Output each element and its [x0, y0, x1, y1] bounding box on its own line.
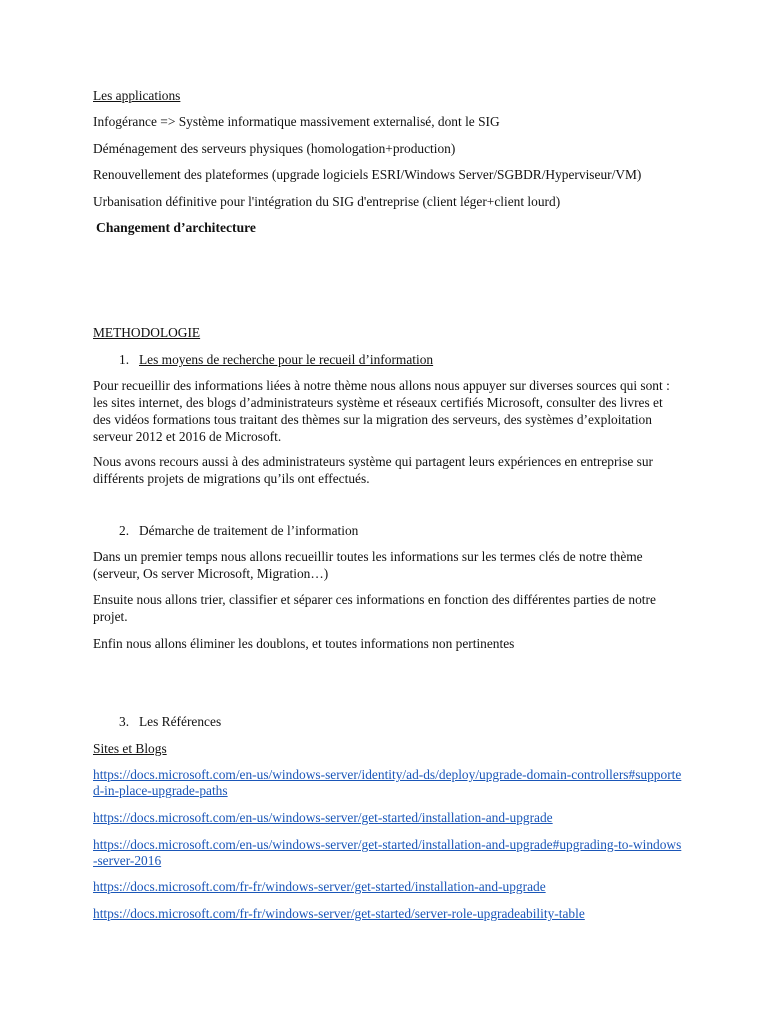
- application-item: Urbanisation définitive pour l'intégration du SIG d'entreprise (client léger+client lourd): [93, 194, 561, 209]
- reference-link-item: [93, 767, 683, 799]
- reference-link[interactable]: https://docs.microsoft.com/en-us/windows-server/identity/ad-ds/deploy/upgrade-domain-controllers#supported-in-place-upgrade-paths: [93, 767, 682, 798]
- reference-link-item: [93, 879, 683, 895]
- section-1-title: Les moyens de recherche pour le recueil d’information: [139, 352, 434, 367]
- methodologie-heading: METHODOLOGIE: [93, 325, 201, 340]
- reference-link-item: [93, 837, 683, 869]
- section-3-number: 3.: [119, 714, 130, 729]
- application-item: Renouvellement des plateformes (upgrade logiciels ESRI/Windows Server/SGBDR/Hyperviseur/VM): [93, 167, 642, 182]
- applications-heading: Les applications: [93, 88, 181, 103]
- reference-link-item: [93, 906, 683, 922]
- section-3-title-row: [93, 713, 221, 730]
- section-1-paragraph: Nous avons recours aussi à des administrateurs système qui partagent leurs expériences en entreprise sur différents projets de migrations qu’ils ont effectués.: [93, 454, 654, 486]
- reference-link[interactable]: https://docs.microsoft.com/en-us/windows-server/get-started/installation-and-upgrade#upgrading-to-windows-server-2016: [93, 837, 682, 868]
- reference-link-item: [93, 810, 683, 826]
- section-1-paragraph: Pour recueillir des informations liées à notre thème nous allons nous appuyer sur diverses sources qui sont : les sites internet, des blogs d’administrateurs système et réseaux certifiés Microsoft, consulter des livres et des vidéos formations tous traitant des thèmes sur la migration des serveurs, des systèmes d’exploitation serveur 2012 et 2016 de Microsoft.: [93, 378, 670, 444]
- architecture-subheading: Changement d’architecture: [96, 220, 256, 235]
- section-2-title-row: [93, 522, 358, 539]
- reference-link[interactable]: https://docs.microsoft.com/fr-fr/windows-server/get-started/installation-and-upgrade: [93, 879, 546, 894]
- reference-link[interactable]: https://docs.microsoft.com/fr-fr/windows-server/get-started/server-role-upgradeability-table: [93, 906, 585, 921]
- section-2-number: 2.: [119, 523, 130, 538]
- section-3-title: Les Références: [139, 714, 222, 729]
- section-1-number: 1.: [119, 352, 130, 367]
- section-1-title-row: [93, 351, 433, 368]
- section-2-paragraph: Dans un premier temps nous allons recueillir toutes les informations sur les termes clés de notre thème (serveur, Os server Microsoft, Migration…): [93, 549, 643, 581]
- section-2-paragraph: Enfin nous allons éliminer les doublons, et toutes informations non pertinentes: [93, 636, 515, 651]
- sites-blogs-heading: Sites et Blogs: [93, 741, 167, 756]
- reference-link[interactable]: https://docs.microsoft.com/en-us/windows-server/get-started/installation-and-upgrade: [93, 810, 553, 825]
- section-2-title: Démarche de traitement de l’information: [139, 523, 359, 538]
- application-item: Infogérance => Système informatique massivement externalisé, dont le SIG: [93, 114, 500, 129]
- application-item: Déménagement des serveurs physiques (homologation+production): [93, 141, 456, 156]
- section-2-paragraph: Ensuite nous allons trier, classifier et séparer ces informations en fonction des différentes parties de notre projet.: [93, 592, 656, 624]
